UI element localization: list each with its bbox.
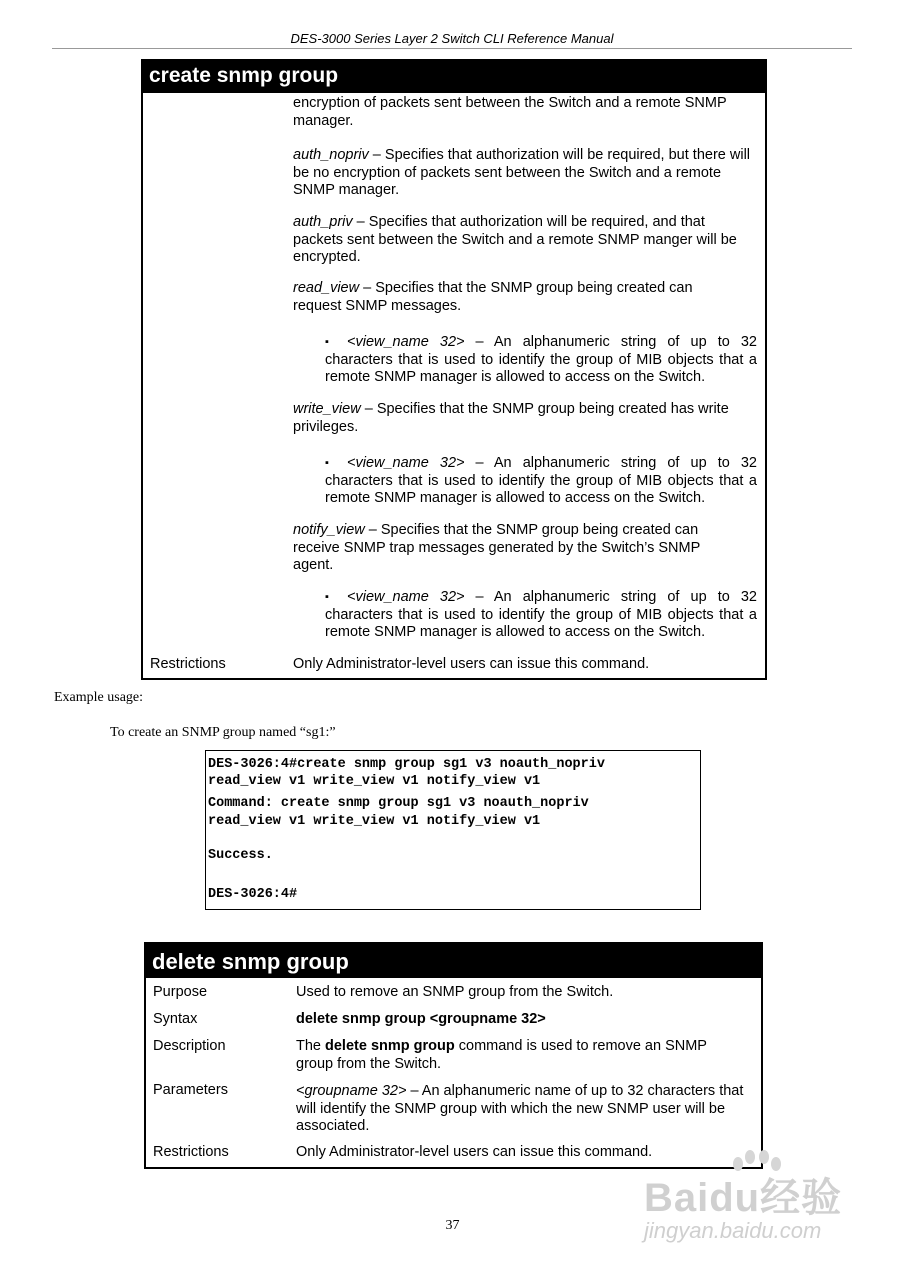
watermark-logo: Baidu经验 <box>644 1176 843 1220</box>
code-line: read_view v1 write_view v1 notify_view v1 <box>208 774 541 789</box>
purpose-text: Used to remove an SNMP group from the Switch. <box>296 984 614 1000</box>
restrictions-text: Only Administrator-level users can issue this command. <box>293 656 650 672</box>
parameters-label: Parameters <box>153 1082 228 1098</box>
read-view-param: read_view – Specifies that the SNMP group being created can request SNMP messages. <box>293 280 693 314</box>
watermark-url: jingyan.baidu.com <box>644 1218 822 1243</box>
code-line: Command: create snmp group sg1 v3 noauth_nopriv <box>208 796 589 811</box>
auth-priv-param: auth_priv – Specifies that authorization will be required, and that packets sent between the Switch and a remote SNMP manger will be encrypted. <box>293 214 737 265</box>
description-label: Description <box>153 1038 226 1054</box>
syntax-label: Syntax <box>153 1011 198 1027</box>
restrictions-label: Restrictions <box>153 1144 229 1160</box>
description-text: The delete snmp group command is used to remove an SNMP group from the Switch. <box>296 1038 707 1072</box>
running-header: DES-3000 Series Layer 2 Switch CLI Reference Manual <box>290 31 614 46</box>
write-view-bullet: ▪ <view_name 32> – An alphanumeric string of up to 32 characters that is used to identify the group of MIB objects that a remote SNMP manager is allowed to access on the Switch. <box>325 455 757 508</box>
example-usage-label: Example usage: <box>54 690 144 705</box>
continued-text: encryption of packets sent between the Switch and a remote SNMP manager. <box>293 95 727 129</box>
delete-snmp-group-table <box>144 942 763 1169</box>
purpose-label: Purpose <box>153 984 208 1000</box>
auth-nopriv-param: auth_nopriv – Specifies that authorization will be required, but there will be no encryption of packets sent between the Switch and a remote SNMP manager. <box>293 147 751 198</box>
page-number: 37 <box>445 1218 460 1233</box>
restrictions-label: Restrictions <box>150 656 226 672</box>
read-view-bullet: ▪ <view_name 32> – An alphanumeric string of up to 32 characters that is used to identify the group of MIB objects that a remote SNMP manager is allowed to access on the Switch. <box>325 334 757 387</box>
notify-view-param: notify_view – Specifies that the SNMP group being created can receive SNMP trap messages generated by the Switch’s SNMP agent. <box>293 522 700 573</box>
create-snmp-group-title: create snmp group <box>143 61 765 93</box>
notify-view-bullet: ▪ <view_name 32> – An alphanumeric string of up to 32 characters that is used to identify the group of MIB objects that a remote SNMP manager is allowed to access on the Switch. <box>325 589 757 642</box>
syntax-text: delete snmp group <groupname 32> <box>296 1011 546 1027</box>
write-view-param: write_view – Specifies that the SNMP group being created has write privileges. <box>293 401 729 435</box>
header-rule <box>52 48 852 49</box>
code-line: read_view v1 write_view v1 notify_view v1 <box>208 814 541 829</box>
code-line: DES-3026:4#create snmp group sg1 v3 noauth_nopriv <box>208 757 605 772</box>
code-line: DES-3026:4# <box>208 887 298 902</box>
restrictions-text: Only Administrator-level users can issue this command. <box>296 1144 653 1160</box>
example-intro: To create an SNMP group named “sg1:” <box>110 725 336 740</box>
baidu-watermark <box>640 1150 870 1250</box>
cli-example-box <box>205 750 701 910</box>
parameters-text: <groupname 32> – An alphanumeric name of up to 32 characters that will identify the SNMP group with which the new SNMP user will be associated. <box>296 1083 744 1134</box>
delete-snmp-group-title: delete snmp group <box>146 944 761 978</box>
create-snmp-group-table <box>141 59 767 680</box>
code-line: Success. <box>208 848 273 863</box>
